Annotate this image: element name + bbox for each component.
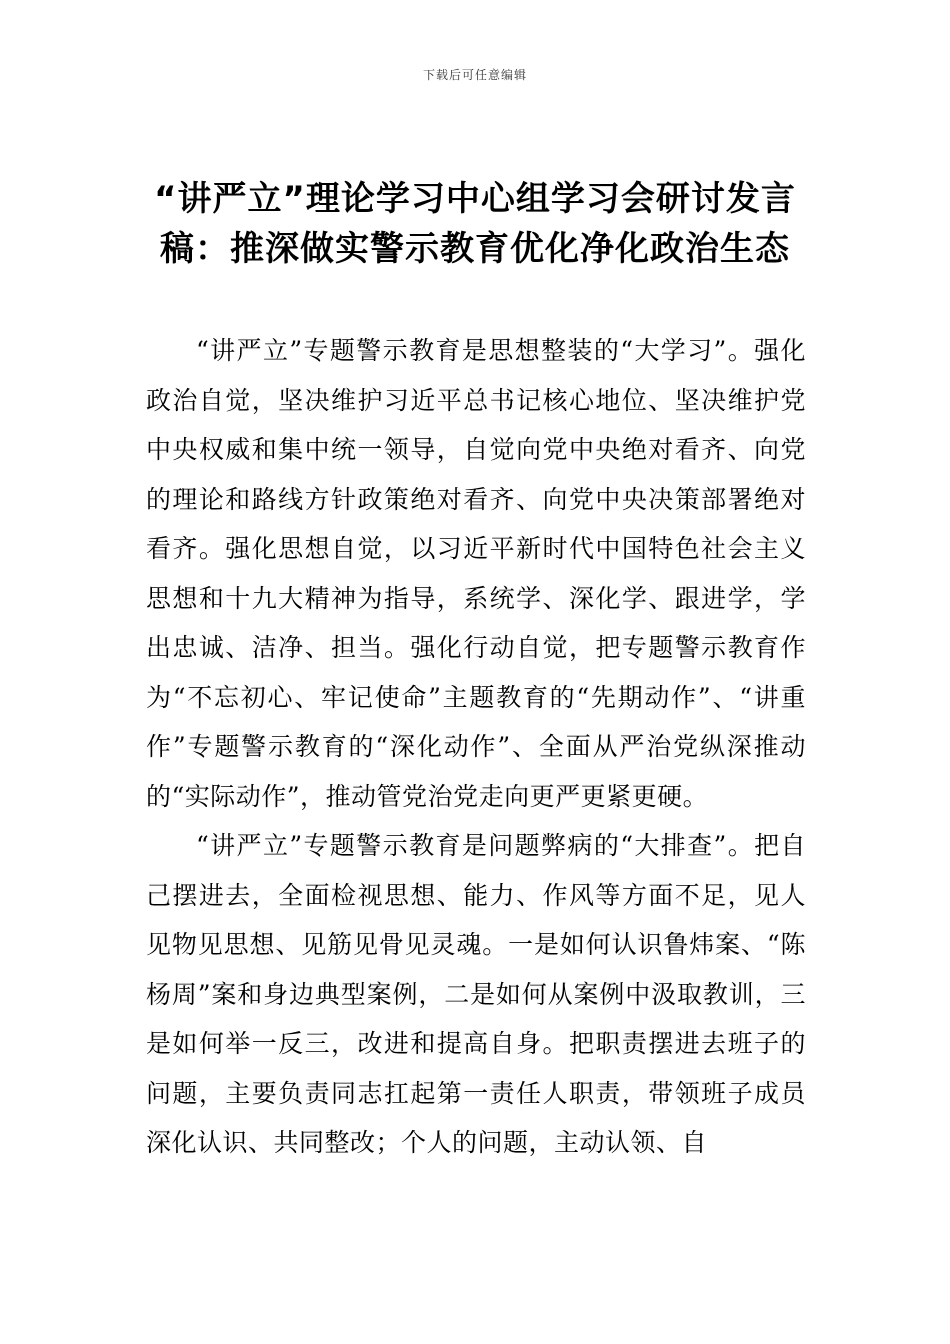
header-note: 下载后可任意编辑 [422,68,527,82]
paragraph-1: “讲严立”专题警示教育是思想整装的“大学习”。强化政治自觉，坚决维护习近平总书记核心地位、坚决维护党中央权威和集中统一领导，自觉向党中央绝对看齐、向党的理论和路线方针政策绝对看齐、向党中央决策部署绝对看齐。强化思想自觉，以习近平新时代中国特色社会主义思想和十九大精神为指导，系统学、深化学、跟进学，学出忠诚、洁净、担当。强化行动自觉，把专题警示教育作为“不忘初心、牢记使命”主题教育的“先期动作”、“讲重作”专题警示教育的“深化动作”、全面从严治党纵深推动的“实际动作”，推动管党治党走向更严更紧更硬。 [146,336,806,811]
document-title: “讲严立”理论学习中心组学习会研讨发言稿：推深做实警示教育优化净化政治生态 [154,179,796,269]
paragraph-2: “讲严立”专题警示教育是问题弊病的“大排查”。把自己摆进去，全面检视思想、能力、作风等方面不足，见人见物见思想、见筋见骨见灵魂。一是如何认识鲁炜案、“陈杨周”案和身边典型案例，二是如何从案例中汲取教训，三是如何举一反三，改进和提高自身。把职责摆进去班子的问题，主要负责同志扛起第一责任人职责，带领班子成员深化认识、共同整改；个人的问题，主动认领、自 [146,831,806,1157]
document-body [146,326,806,1168]
